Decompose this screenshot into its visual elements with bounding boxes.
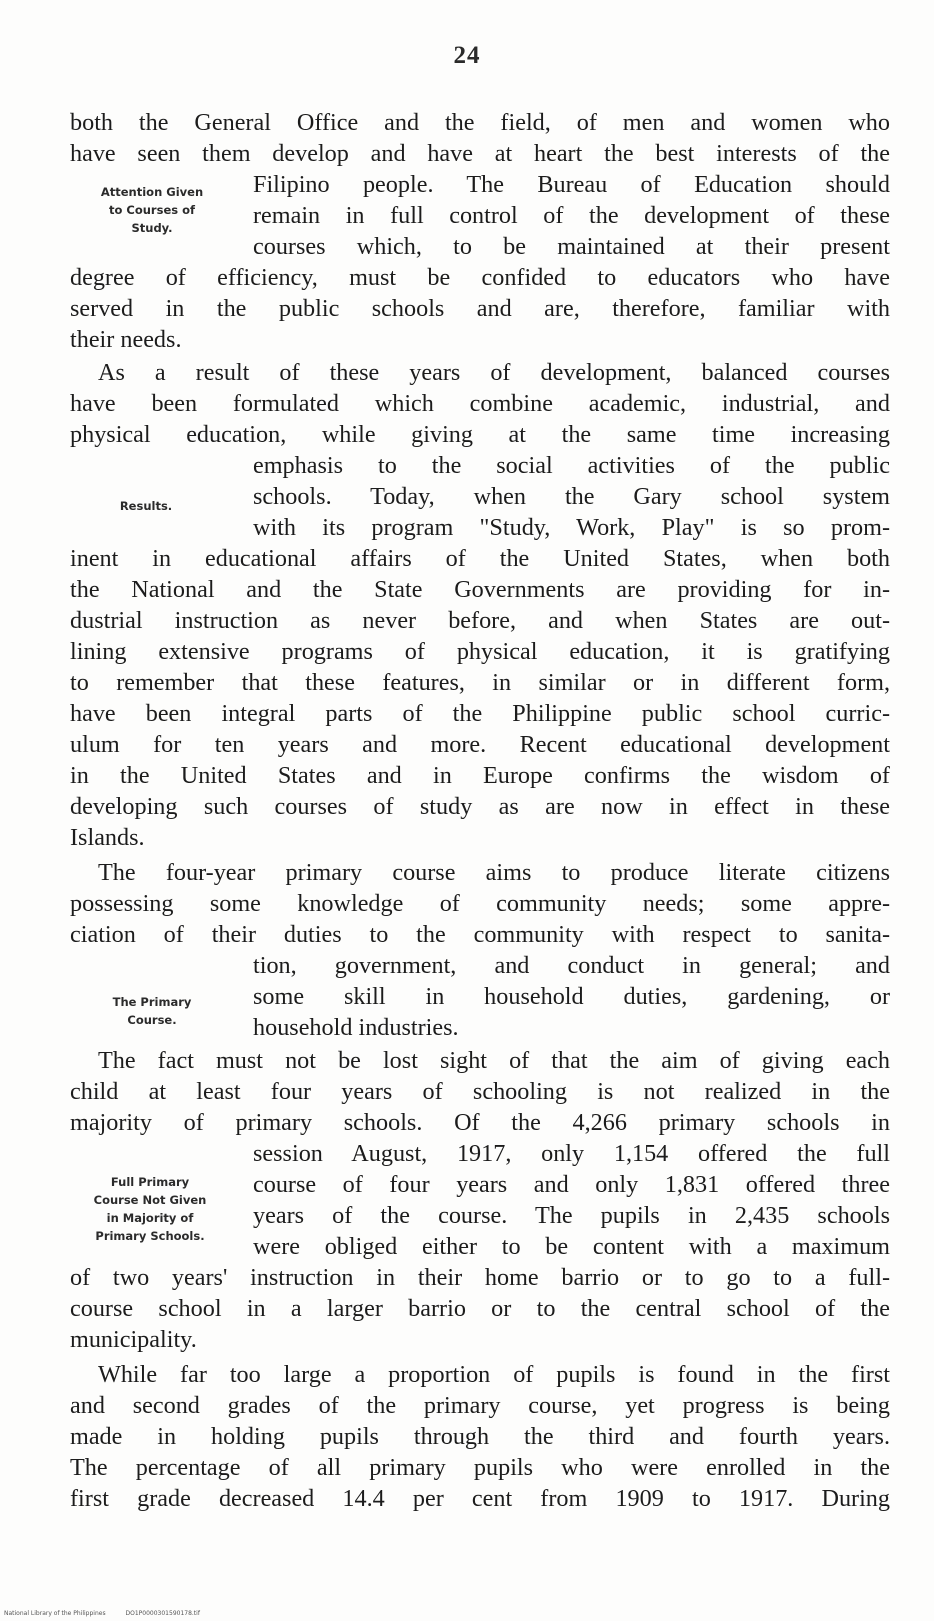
text-line: household industries. [253, 1014, 459, 1041]
margin-note-line: Study. [131, 221, 173, 235]
text-line: ulum for ten years and more. Recent educational development [70, 731, 890, 758]
text-line: courses which, to be maintained at their present [253, 233, 890, 260]
margin-note-line: Primary Schools. [95, 1229, 205, 1243]
text-line: municipality. [70, 1326, 197, 1353]
text-line: The percentage of all primary pupils who were enrolled in the [70, 1454, 890, 1481]
margin-note-attention [72, 183, 232, 237]
text-line: schools. Today, when the Gary school system [253, 483, 890, 510]
text-line: the National and the State Governments are providing for in- [70, 576, 890, 603]
text-line: possessing some knowledge of community needs; some appre- [70, 890, 890, 917]
margin-note-line: Course. [127, 1013, 177, 1027]
text-line: course school in a larger barrio or to the central school of the [70, 1295, 890, 1322]
text-line: As a result of these years of development, balanced courses [98, 359, 890, 386]
text-line: both the General Office and the field, of men and women who [70, 109, 890, 136]
text-line: remain in full control of the development of these [253, 202, 890, 229]
text-line: course of four years and only 1,831 offered three [253, 1171, 890, 1198]
margin-note-line: Results. [119, 499, 173, 513]
text-line: lining extensive programs of physical education, it is gratifying [70, 638, 890, 665]
footer-library: National Library of the Philippines [4, 1610, 106, 1617]
text-line: degree of efficiency, must be confided to educators who have [70, 264, 890, 291]
text-line: made in holding pupils through the third and fourth years. [70, 1423, 890, 1450]
margin-note-results [66, 497, 226, 515]
text-line: first grade decreased 14.4 per cent from 1909 to 1917. During [70, 1485, 890, 1512]
text-line: The four-year primary course aims to produce literate citizens [98, 859, 890, 886]
text-line: majority of primary schools. Of the 4,266 primary schools in [70, 1109, 890, 1136]
text-line: dustrial instruction as never before, and when States are out- [70, 607, 890, 634]
margin-note-line: Attention Given [100, 185, 204, 199]
text-line: and second grades of the primary course, yet progress is being [70, 1392, 890, 1419]
text-line: years of the course. The pupils in 2,435 schools [253, 1202, 890, 1229]
text-line: While far too large a proportion of pupils is found in the first [98, 1361, 890, 1388]
text-line: Filipino people. The Bureau of Education should [253, 171, 890, 198]
footer-code: DO1P0000301590178.tif [125, 1610, 200, 1617]
text-line: with its program "Study, Work, Play" is so prom- [253, 514, 890, 541]
text-line: ciation of their duties to the community with respect to sanita- [70, 921, 890, 948]
text-line: have seen them develop and have at heart the best interests of the [70, 140, 890, 167]
margin-note-primary-course [72, 993, 232, 1029]
text-line: were obliged either to be content with a maximum [253, 1233, 890, 1260]
text-line: their needs. [70, 326, 182, 353]
margin-note-line: The Primary [112, 995, 192, 1009]
text-line: served in the public schools and are, therefore, familiar with [70, 295, 890, 322]
margin-note-line: in Majority of [106, 1211, 194, 1225]
margin-note-line: to Courses of [109, 203, 195, 217]
margin-note-line: Full Primary [110, 1175, 190, 1189]
text-line: to remember that these features, in similar or in different form, [70, 669, 890, 696]
text-line: tion, government, and conduct in general; and [253, 952, 890, 979]
scan-footer [4, 1610, 218, 1617]
text-line: developing such courses of study as are now in effect in these [70, 793, 890, 820]
text-line: emphasis to the social activities of the public [253, 452, 890, 479]
margin-note-line: Course Not Given [93, 1193, 207, 1207]
page-number: 24 [453, 42, 481, 69]
text-line: Islands. [70, 824, 145, 851]
text-line: child at least four years of schooling is not realized in the [70, 1078, 890, 1105]
text-line: have been integral parts of the Philippine public school curric- [70, 700, 890, 727]
text-line: have been formulated which combine academic, industrial, and [70, 390, 890, 417]
text-line: session August, 1917, only 1,154 offered the full [253, 1140, 890, 1167]
text-line: physical education, while giving at the same time increasing [70, 421, 890, 448]
text-line: inent in educational affairs of the United States, when both [70, 545, 890, 572]
text-line: The fact must not be lost sight of that the aim of giving each [98, 1047, 890, 1074]
text-line: some skill in household duties, gardening, or [253, 983, 890, 1010]
text-line: of two years' instruction in their home barrio or to go to a full- [70, 1264, 890, 1291]
text-line: in the United States and in Europe confirms the wisdom of [70, 762, 890, 789]
margin-note-full-primary [70, 1173, 230, 1245]
